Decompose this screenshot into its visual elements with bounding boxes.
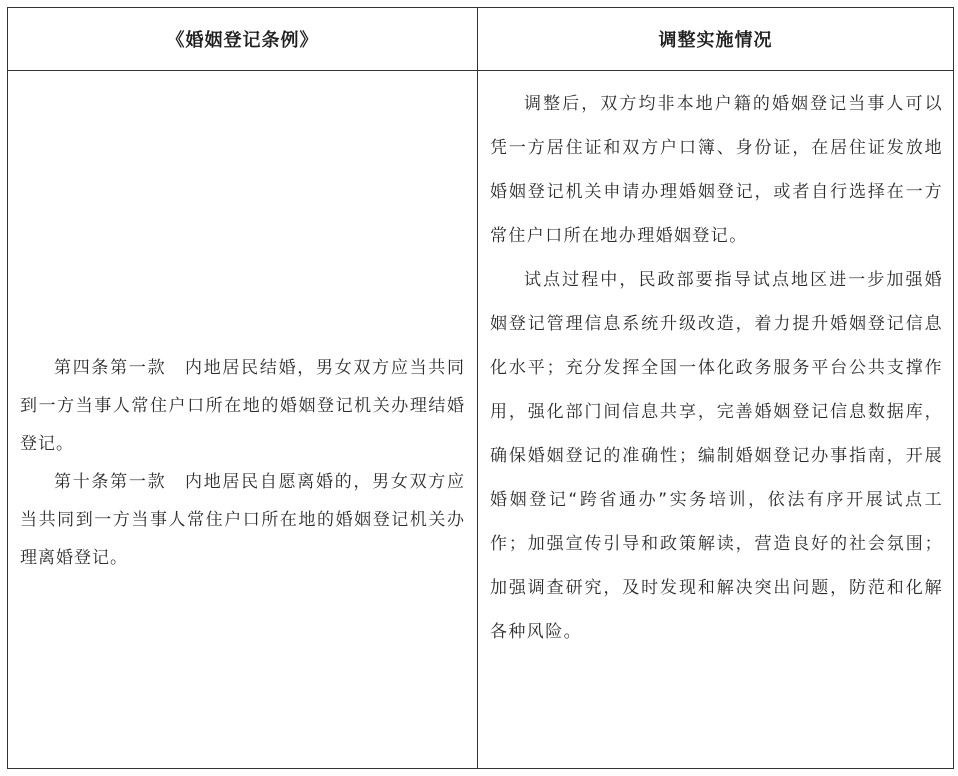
header-regulation: 《婚姻登记条例》: [8, 8, 478, 71]
article-10-clause-1: 第十条第一款 内地居民自愿离婚的，男女双方应当共同到一方当事人常住户口所在地的婚姻登记机关办理离婚登记。: [20, 472, 465, 568]
adjustment-cell: [478, 71, 954, 769]
adjustment-content: [478, 71, 953, 654]
header-adjustment: 调整实施情况: [478, 8, 954, 71]
regulation-cell: [8, 71, 478, 769]
adjustment-paragraph-1: 调整后，双方均非本地户籍的婚姻登记当事人可以凭一方居住证和双方户口簿、身份证，在居住证发放地婚姻登记机关申请办理婚姻登记，或者自行选择在一方常住户口所在地办理婚姻登记。: [490, 94, 943, 246]
regulation-comparison-table: [7, 7, 954, 769]
adjustment-paragraph-2: 试点过程中，民政部要指导试点地区进一步加强婚姻登记管理信息系统升级改造，着力提升婚姻登记信息化水平；充分发挥全国一体化政务服务平台公共支撑作用，强化部门间信息共享，完善婚姻登记信息数据库，确保婚姻登记的准确性；编制婚姻登记办事指南，开展婚姻登记“跨省通办”实务培训，依法有序开展试点工作；加强宣传引导和政策解读，营造良好的社会氛围；加强调查研究，及时发现和解决突出问题，防范和化解各种风险。: [490, 270, 943, 642]
regulation-content: [8, 71, 477, 577]
article-4-clause-1: 第四条第一款 内地居民结婚，男女双方应当共同到一方当事人常住户口所在地的婚姻登记机关办理结婚登记。: [20, 358, 465, 454]
table-header-row: [8, 8, 954, 71]
table-body-row: [8, 71, 954, 769]
